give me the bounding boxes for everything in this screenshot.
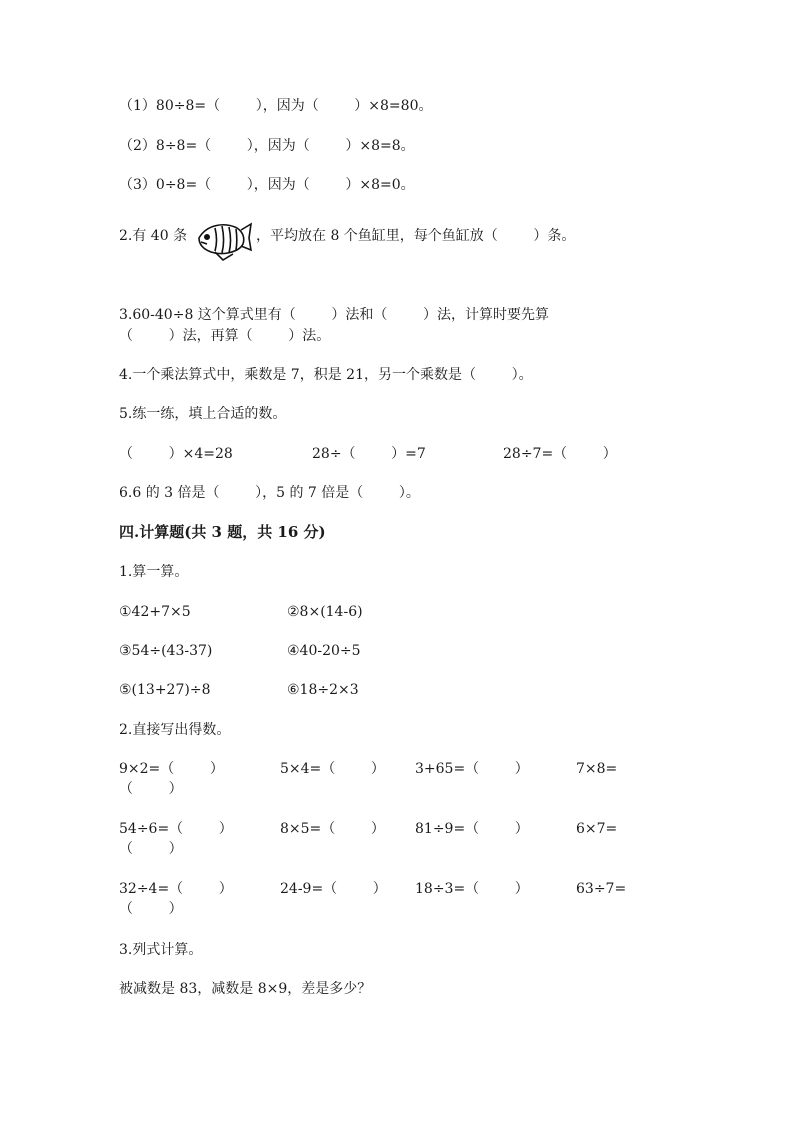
question-2-after: ，平均放在 8 个鱼缸里，每个鱼缸放（ ）条。 (256, 228, 576, 244)
section-4-heading: 四.计算题(共 3 题，共 16 分) (119, 523, 326, 541)
calc-1-item-3: ③54÷(43-37) (119, 643, 213, 659)
calc-2-r2-wrap: （ ） (119, 841, 183, 857)
calc-1-item-4: ④40-20÷5 (287, 643, 361, 659)
question-4: 4.一个乘法算式中，乘数是 7，积是 21，另一个乘数是（ ）。 (119, 367, 533, 383)
calc-2-r3-c1: 32÷4=（ ） (119, 881, 233, 897)
calc-2-r1-c2: 5×4=（ ） (280, 761, 385, 777)
calc-2-r2-c2: 8×5=（ ） (280, 821, 385, 837)
calc-1-item-1: ①42+7×5 (119, 604, 191, 620)
calc-3-text: 被减数是 83，减数是 8×9，差是多少？ (119, 981, 372, 997)
question-5-title: 5.练一练，填上合适的数。 (119, 406, 287, 422)
calc-2-title: 2.直接写出得数。 (119, 722, 231, 738)
calc-2-r2-c3: 81÷9=（ ） (415, 821, 529, 837)
question-5-item-3: 28÷7=（ ） (503, 446, 617, 462)
question-1-item-3: （3）0÷8=（ ），因为（ ）×8=0。 (119, 177, 415, 193)
calc-2-r2-c1: 54÷6=（ ） (119, 821, 233, 837)
question-6: 6.6 的 3 倍是（ ），5 的 7 倍是（ ）。 (119, 485, 420, 501)
calc-2-r1-c1: 9×2=（ ） (119, 761, 224, 777)
question-3-line-2: （ ）法，再算（ ）法。 (119, 328, 331, 344)
question-5-item-2: 28÷（ ）=7 (312, 446, 426, 462)
question-5-item-1: （ ）×4=28 (119, 446, 233, 462)
question-1-item-2: （2）8÷8=（ ），因为（ ）×8=8。 (119, 138, 415, 154)
fish-icon (193, 218, 253, 262)
question-1-item-1: （1）80÷8=（ ），因为（ ）×8=80。 (119, 98, 433, 114)
calc-2-r3-wrap: （ ） (119, 901, 183, 917)
calc-2-r3-c2: 24-9=（ ） (280, 881, 387, 897)
calc-2-r2-c4: 6×7= (576, 821, 618, 837)
calc-2-r3-c4: 63÷7= (576, 881, 627, 897)
calc-3-title: 3.列式计算。 (119, 942, 203, 958)
calc-2-r1-wrap: （ ） (119, 781, 183, 797)
calc-1-item-6: ⑥18÷2×3 (287, 682, 359, 698)
question-2-before: 2.有 40 条 (119, 228, 188, 244)
calc-1-title: 1.算一算。 (119, 564, 189, 580)
question-3-line-1: 3.60-40÷8 这个算式里有（ ）法和（ ）法，计算时要先算 (119, 307, 550, 323)
calc-1-item-2: ②8×(14-6) (287, 604, 363, 620)
calc-2-r3-c3: 18÷3=（ ） (415, 881, 529, 897)
calc-2-r1-c3: 3+65=（ ） (415, 761, 529, 777)
calc-1-item-5: ⑤(13+27)÷8 (119, 682, 211, 698)
calc-2-r1-c4: 7×8= (576, 761, 618, 777)
